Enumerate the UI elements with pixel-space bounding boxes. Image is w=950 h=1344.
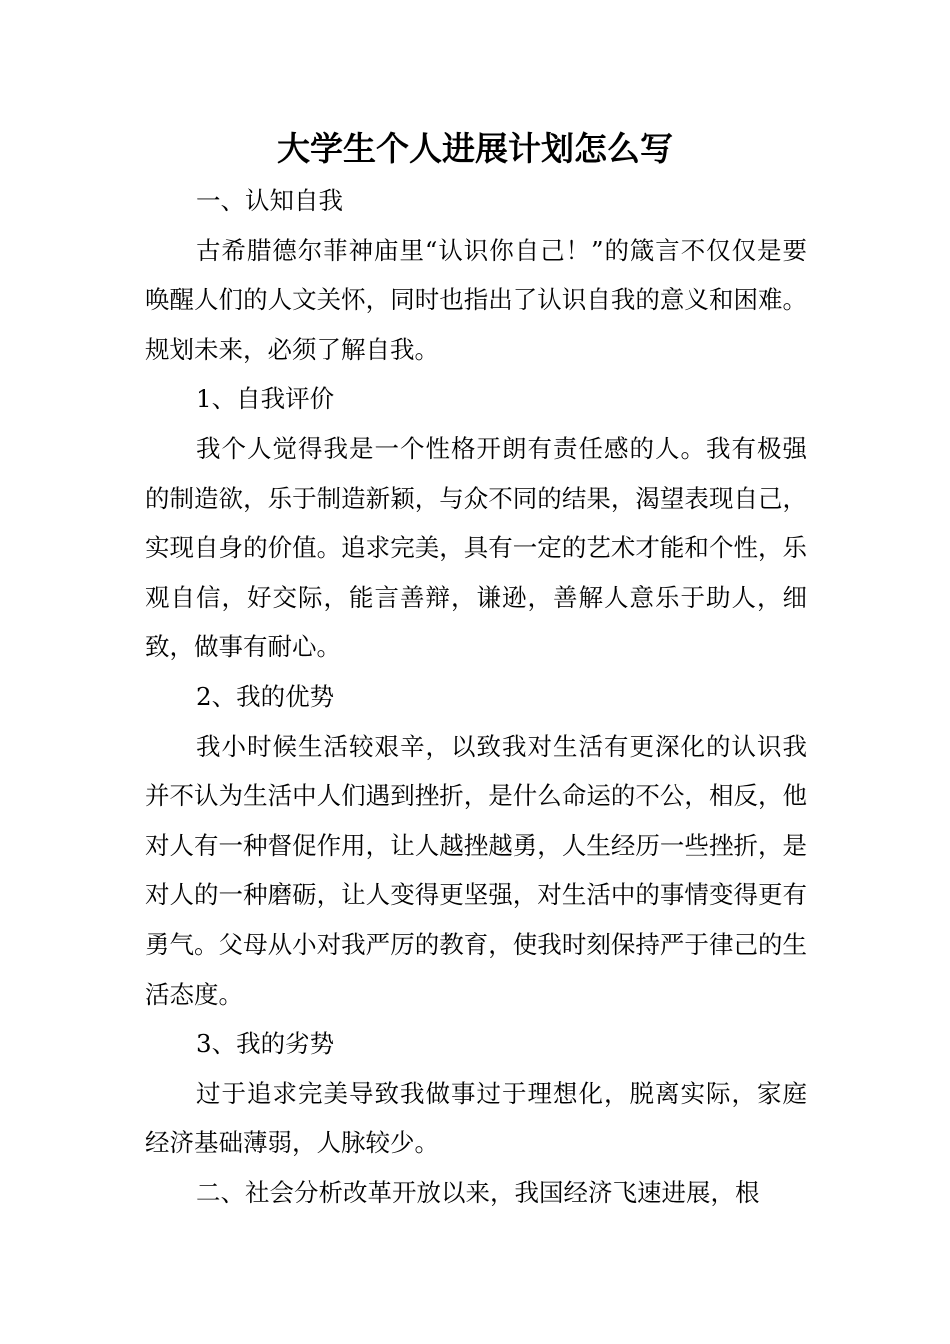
paragraph-delphi: 古希腊德尔菲神庙里“认识你自己！”的箴言不仅仅是要唤醒人们的人文关怀，同时也指出了认识自我的意义和困难。规划未来，必须了解自我。 <box>145 235 807 364</box>
paragraph-weaknesses: 过于追求完美导致我做事过于理想化，脱离实际，家庭经济基础薄弱，人脉较少。 <box>145 1078 807 1158</box>
heading-self-evaluation: 1、自我评价 <box>196 384 335 414</box>
document-body <box>145 176 807 1217</box>
paragraph-strengths: 我小时候生活较艰辛，以致我对生活有更深化的认识我并不认为生活中人们遇到挫折，是什么命运的不公，相反，他对人有一种督促作用，让人越挫越勇，人生经历一些挫折，是对人的一种磨砺，让人变得更坚强，对生活中的事情变得更有勇气。父母从小对我严厉的教育，使我时刻保持严于律己的生活态度。 <box>145 731 807 1009</box>
paragraph-social-analysis: 二、社会分析改革开放以来，我国经济飞速进展，根 <box>196 1177 760 1207</box>
heading-weaknesses: 3、我的劣势 <box>196 1029 335 1059</box>
heading-strengths: 2、我的优势 <box>196 681 335 711</box>
heading-self-awareness: 一、认知自我 <box>196 186 343 215</box>
document-title: 大学生个人进展计划怎么写 <box>277 129 673 168</box>
paragraph-self-evaluation: 我个人觉得我是一个性格开朗有责任感的人。我有极强的制造欲，乐于制造新颖，与众不同的结果，渴望表现自己，实现自身的价值。追求完美，具有一定的艺术才能和个性，乐观自信，好交际，能言善辩，谦逊，善解人意乐于助人，细致，做事有耐心。 <box>145 433 807 662</box>
